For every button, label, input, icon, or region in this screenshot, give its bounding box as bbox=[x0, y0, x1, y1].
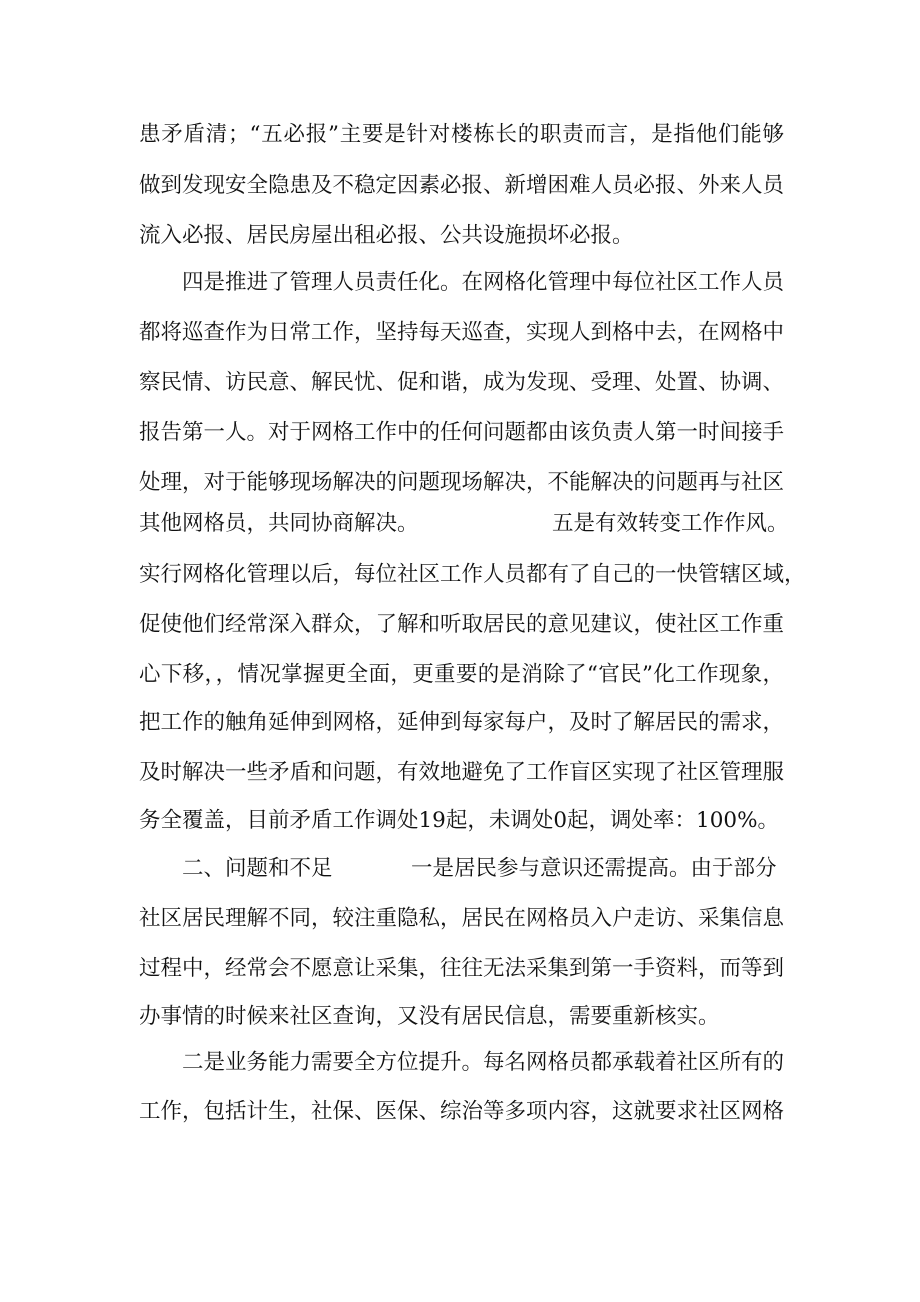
text-line: 流入必报、居民房屋出租必报、公共设施损坏必报。 bbox=[139, 223, 634, 248]
text-line: 处理，对于能够现场解决的问题现场解决，不能解决的问题再与社区 bbox=[139, 470, 785, 495]
text-line: 患矛盾清；“五必报”主要是针对楼栋长的职责而言，是指他们能够 bbox=[139, 122, 784, 147]
text-line: 把工作的触角延伸到网格，延伸到每家每户，及时了解居民的需求， bbox=[139, 710, 785, 735]
text-line: 报告第一人。对于网格工作中的任何问题都由该负责人第一时间接手 bbox=[139, 420, 785, 445]
paragraph-first-line: 二是业务能力需要全方位提升。每名网格员都承载着社区所有的 bbox=[182, 1050, 785, 1075]
text-line: 工作，包括计生，社保、医保、综治等多项内容，这就要求社区网格 bbox=[139, 1099, 785, 1124]
text-line: 社区居民理解不同，较注重隐私，居民在网格员入户走访、采集信息 bbox=[139, 906, 785, 931]
text-line: 察民情、访民意、解民忧、促和谐，成为发现、受理、处置、协调、 bbox=[139, 370, 785, 395]
text-line-split bbox=[139, 504, 789, 544]
text-line: 务全覆盖，目前矛盾工作调处19起，未调处0起，调处率：100%。 bbox=[139, 808, 780, 833]
text-line: 实行网格化管理以后，每位社区工作人员都有了自己的一快管辖区域， bbox=[139, 562, 806, 587]
paragraph-heading-segment: 一是居民参与意识还需提高。由于部分 bbox=[411, 856, 777, 881]
text-line: 都将巡查作为日常工作，坚持每天巡查，实现人到格中去，在网格中 bbox=[139, 320, 785, 345]
text-line: 办事情的时候来社区查询，又没有居民信息，需要重新核实。 bbox=[139, 1004, 720, 1029]
section-heading: 二、问题和不足 bbox=[182, 856, 333, 881]
text-line: 促使他们经常深入群众，了解和听取居民的意见建议，使社区工作重 bbox=[139, 612, 785, 637]
text-line: 心下移，，情况掌握更全面，更重要的是消除了“官民”化工作现象， bbox=[139, 662, 784, 687]
text-line: 做到发现安全隐患及不稳定因素必报、新增困难人员必报、外来人员 bbox=[139, 173, 785, 198]
paragraph-first-line: 四是推进了管理人员责任化。在网格化管理中每位社区工作人员 bbox=[182, 270, 785, 295]
paragraph-heading-segment: 五是有效转变工作作风。 bbox=[552, 511, 789, 536]
text-segment: 其他网格员，共同协商解决。 bbox=[139, 511, 419, 536]
text-line: 过程中，经常会不愿意让采集，往往无法采集到第一手资料，而等到 bbox=[139, 956, 785, 981]
text-line: 及时解决一些矛盾和问题，有效地避免了工作盲区实现了社区管理服 bbox=[139, 760, 785, 785]
section-heading-line bbox=[182, 849, 784, 889]
